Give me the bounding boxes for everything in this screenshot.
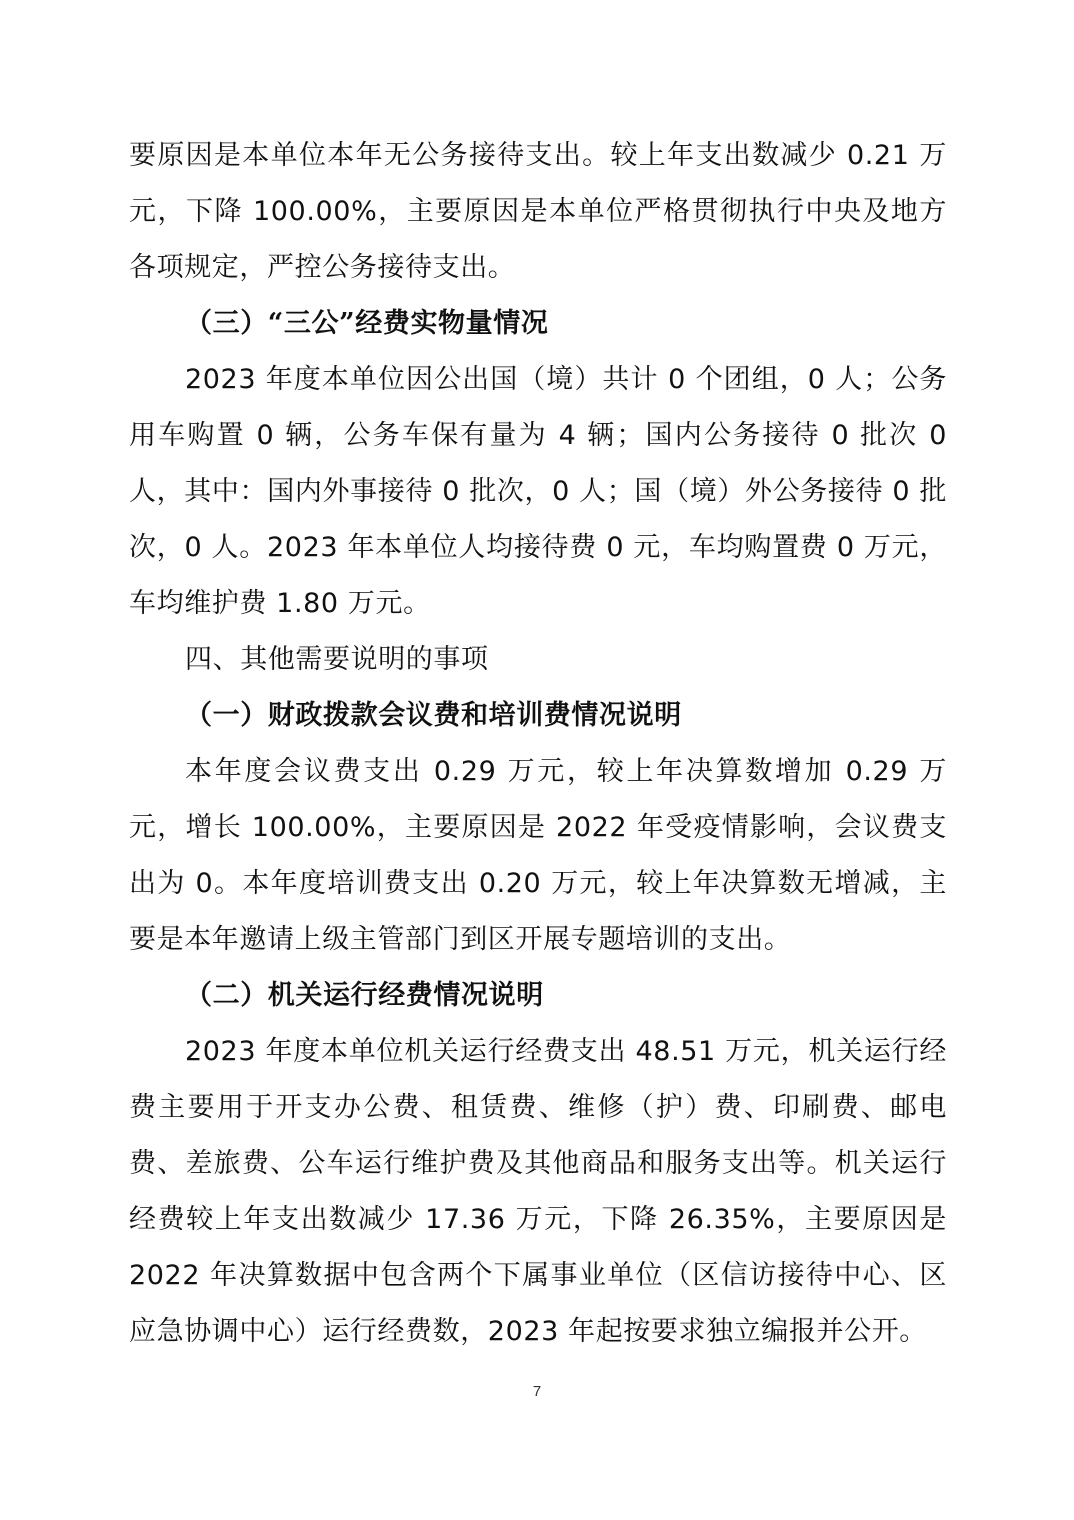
page-number: 7 <box>532 1383 542 1400</box>
heading-operation-expenses: （二）机关运行经费情况说明 <box>185 980 544 1011</box>
paragraph-meeting-training: 本年度会议费支出 0.29 万元，较上年决算数增加 0.29 万元，增长 100.00%，主要原因是 2022 年受疫情影响，会议费支出为 0。本年度培训费支出 0.20 万元，较上年决算数无增减，主要是本年邀请上级主管部门到区开展专题培训的支出。 <box>129 756 947 955</box>
heading-meeting-training: （一）财政拨款会议费和培训费情况说明 <box>185 700 682 731</box>
paragraph-operation-expenses: 2023 年度本单位机关运行经费支出 48.51 万元，机关运行经费主要用于开支办公费、租赁费、维修（护）费、印刷费、邮电费、差旅费、公车运行维护费及其他商品和服务支出等。机关运行经费较上年支出数减少 17.36 万元，下降 26.35%，主要原因是 2022 年决算数据中包含两个下属事业单位（区信访接待中心、区应急协调中心）运行经费数，2023 年起按要求独立编报并公开。 <box>129 1036 947 1347</box>
heading-sangong-quantity: （三）“三公”经费实物量情况 <box>185 308 549 339</box>
document-body <box>129 128 947 1360</box>
paragraph-reception-continued: 要原因是本单位本年无公务接待支出。较上年支出数减少 0.21 万元，下降 100.00%，主要原因是本单位严格贯彻执行中央及地方各项规定，严控公务接待支出。 <box>129 140 947 283</box>
heading-section-four: 四、其他需要说明的事项 <box>185 644 489 675</box>
paragraph-sangong-quantity: 2023 年度本单位因公出国（境）共计 0 个团组，0 人；公务用车购置 0 辆，公务车保有量为 4 辆；国内公务接待 0 批次 0 人，其中：国内外事接待 0 批次，0 人；国（境）外公务接待 0 批次，0 人。2023 年本单位人均接待费 0 元，车均购置费 0 万元，车均维护费 1.80 万元。 <box>129 364 947 619</box>
